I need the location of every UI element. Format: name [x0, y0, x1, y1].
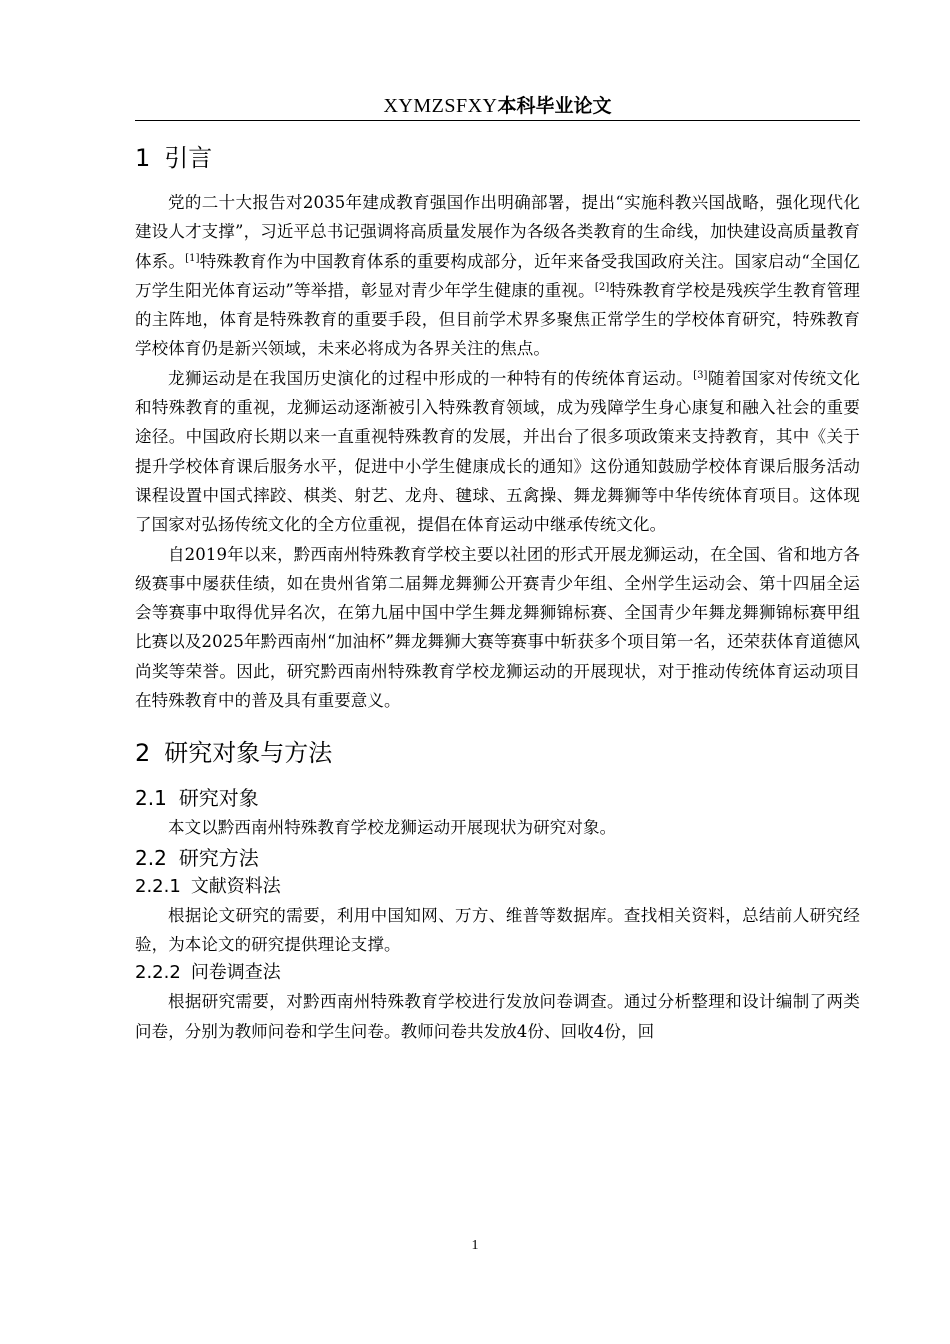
paragraph-text: 特殊教育学校是残疾学生教育管理的主阵地，体育是特殊教育的重要手段，但目前学术界多聚焦正常学生的学校体育研究，特殊教育学校体育仍是新兴领域，未来必将成为各界关注的焦点。 [135, 280, 860, 359]
paragraph-text: 特殊教育作为中国教育体系的重要构成部分，近年来备受我国政府关注。国家启动“全国亿万学生阳光体育运动”等举措，彰显对青少年学生健康的重视。 [135, 251, 860, 300]
section-heading-2 [135, 735, 860, 771]
section-title: 研究对象与方法 [164, 739, 333, 768]
citation-ref: [1] [185, 252, 200, 264]
section-number: 1 [135, 144, 151, 172]
subsection-heading-2-2 [135, 843, 860, 873]
subsubsection-number: 2.2.1 [135, 875, 181, 897]
paragraph [135, 188, 860, 364]
subsection-title: 研究方法 [178, 845, 259, 870]
section-title: 引言 [164, 144, 213, 172]
paragraph [135, 364, 860, 540]
paragraph: 自2019年以来，黔西南州特殊教育学校主要以社团的形式开展龙狮运动，在全国、省和地方各级赛事中屡获佳绩，如在贵州省第二届舞龙舞狮公开赛青少年组、全州学生运动会、第十四届全运会等赛事中取得优异名次，在第九届中国中学生舞龙舞狮锦标赛、全国青少年舞龙舞狮锦标赛甲组比赛以及2025年黔西南州“加油杯”舞龙舞狮大赛等赛事中斩获多个项目第一名，还荣获体育道德风尚奖等荣誉。因此，研究黔西南州特殊教育学校龙狮运动的开展现状，对于推动传统体育运动项目在特殊教育中的普及具有重要意义。 [135, 544, 860, 711]
section-number: 2 [135, 739, 151, 768]
citation-ref: [3] [693, 369, 708, 381]
paragraph-text: 龙狮运动是在我国历史演化的过程中形成的一种特有的传统体育运动。 [168, 368, 694, 388]
paragraph: 根据研究需要，对黔西南州特殊教育学校进行发放问卷调查。通过分析整理和设计编制了两类问卷，分别为教师问卷和学生问卷。教师问卷共发放4份、回收4份，回 [135, 992, 860, 1041]
paragraph: 本文以黔西南州特殊教育学校龙狮运动开展现状为研究对象。 [168, 818, 617, 838]
subsection-number: 2.2 [135, 845, 167, 870]
page-number: 1 [471, 1238, 479, 1253]
document-body [135, 140, 860, 1046]
subsection-title: 研究对象 [178, 786, 259, 811]
paragraph-text: 随着国家对传统文化和特殊教育的重视，龙狮运动逐渐被引入特殊教育领域，成为残障学生身心康复和融入社会的重要途径。中国政府长期以来一直重视特殊教育的发展，并出台了很多项政策来支持教育，其中《关于提升学校体育课后服务水平，促进中小学生健康成长的通知》这份通知鼓励学校体育课后服务活动课程设置中国式摔跤、棋类、射艺、龙舟、毽球、五禽操、舞龙舞狮等中华传统体育项目。这体现了国家对弘扬传统文化的全方位重视，提倡在体育运动中继承传统文化。 [135, 368, 860, 535]
section-heading-1 [135, 140, 860, 176]
header-code: XYMZSFXY [383, 95, 498, 117]
citation-ref: [2] [594, 281, 610, 293]
subsubsection-number: 2.2.2 [135, 962, 181, 984]
header-title: 本科毕业论文 [497, 95, 612, 117]
page-header [135, 92, 860, 121]
subsubsection-heading-2-2-1 [135, 873, 860, 901]
subsubsection-heading-2-2-2 [135, 959, 860, 987]
subsubsection-title: 文献资料法 [190, 875, 281, 897]
subsection-number: 2.1 [135, 786, 167, 811]
subsubsection-title: 问卷调查法 [190, 962, 281, 984]
subsection-heading-2-1 [135, 783, 860, 813]
paragraph: 根据论文研究的需要，利用中国知网、万方、维普等数据库。查找相关资料，总结前人研究经验，为本论文的研究提供理论支撑。 [135, 905, 860, 954]
paragraph-text: 党的二十大报告对2035年建成教育强国作出明确部署，提出“实施科教兴国战略，强化现代化建设人才支撑”，习近平总书记强调将高质量发展作为各级各类教育的生命线，加快建设高质量教育体系。 [135, 193, 860, 271]
